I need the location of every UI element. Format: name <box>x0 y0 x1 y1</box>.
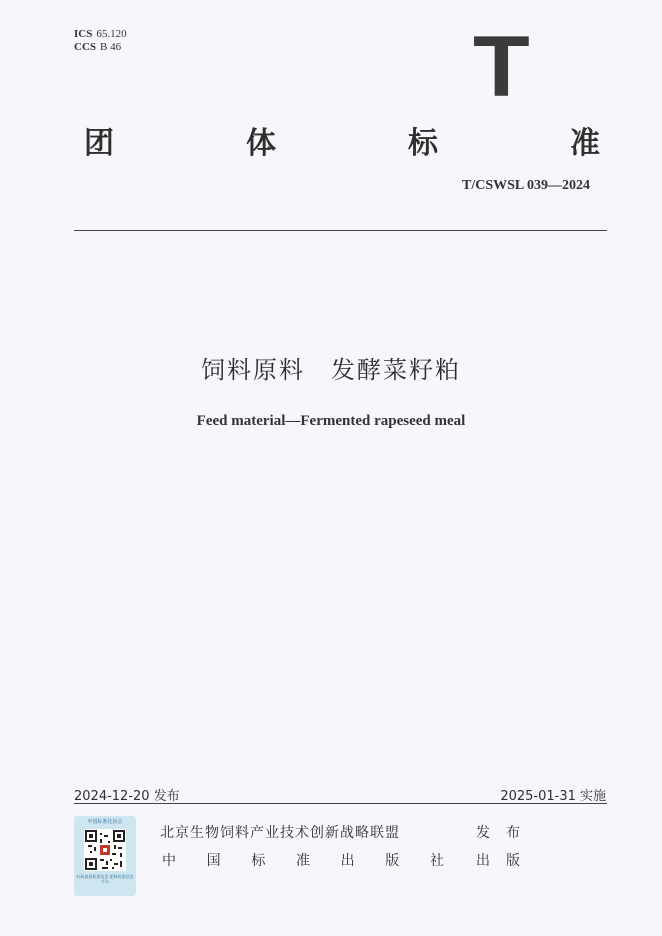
implementation-date: 2025-01-31 实施 <box>500 789 606 804</box>
press-char: 出 <box>340 853 355 869</box>
publish-action-char: 发 <box>476 825 490 841</box>
title-english: Feed material—Fermented rapeseed meal <box>196 413 466 429</box>
issue-date: 2024-12-20 发布 <box>74 789 180 804</box>
press-char: 版 <box>385 853 400 869</box>
publish-action-char: 布 <box>506 825 520 841</box>
ics-code-row <box>74 28 127 41</box>
press-action-char: 出 <box>476 853 490 869</box>
standard-type-char: 体 <box>246 126 276 161</box>
top-divider <box>74 230 607 231</box>
classification-codes <box>74 28 127 54</box>
bottom-divider <box>74 803 607 804</box>
standard-type-heading <box>84 124 600 164</box>
standard-type-char: 团 <box>84 126 114 161</box>
standard-number: T/CSWSL 039—2024 <box>462 178 590 193</box>
stamp-bottom-text: 扫码查看标准信息 团体标准信息平台 <box>76 874 134 884</box>
ics-label: ICS <box>74 28 93 40</box>
press-char: 社 <box>429 853 444 869</box>
ics-code: 65.120 <box>96 28 127 40</box>
publisher-name: 北京生物饲料产业技术创新战略联盟 <box>160 825 400 841</box>
title-chinese: 饲料原料 发酵菜籽粕 <box>201 356 461 384</box>
press-action <box>476 850 520 870</box>
press-char: 标 <box>251 853 266 869</box>
qr-code-stamp <box>74 816 136 896</box>
press-action-char: 版 <box>506 853 520 869</box>
press-char: 国 <box>206 853 221 869</box>
category-letter: T <box>473 19 530 115</box>
ccs-code-row <box>74 41 127 54</box>
standard-type-char: 标 <box>408 126 438 161</box>
press-char: 准 <box>295 853 310 869</box>
publish-action <box>476 822 520 842</box>
ccs-code: B 46 <box>100 41 122 53</box>
ccs-label: CCS <box>74 41 97 53</box>
press-name <box>162 850 444 870</box>
qr-code-icon <box>84 829 126 871</box>
standard-type-char: 准 <box>570 126 600 161</box>
stamp-top-text: 中国标准化协会 <box>87 819 123 825</box>
press-char: 中 <box>162 853 176 869</box>
